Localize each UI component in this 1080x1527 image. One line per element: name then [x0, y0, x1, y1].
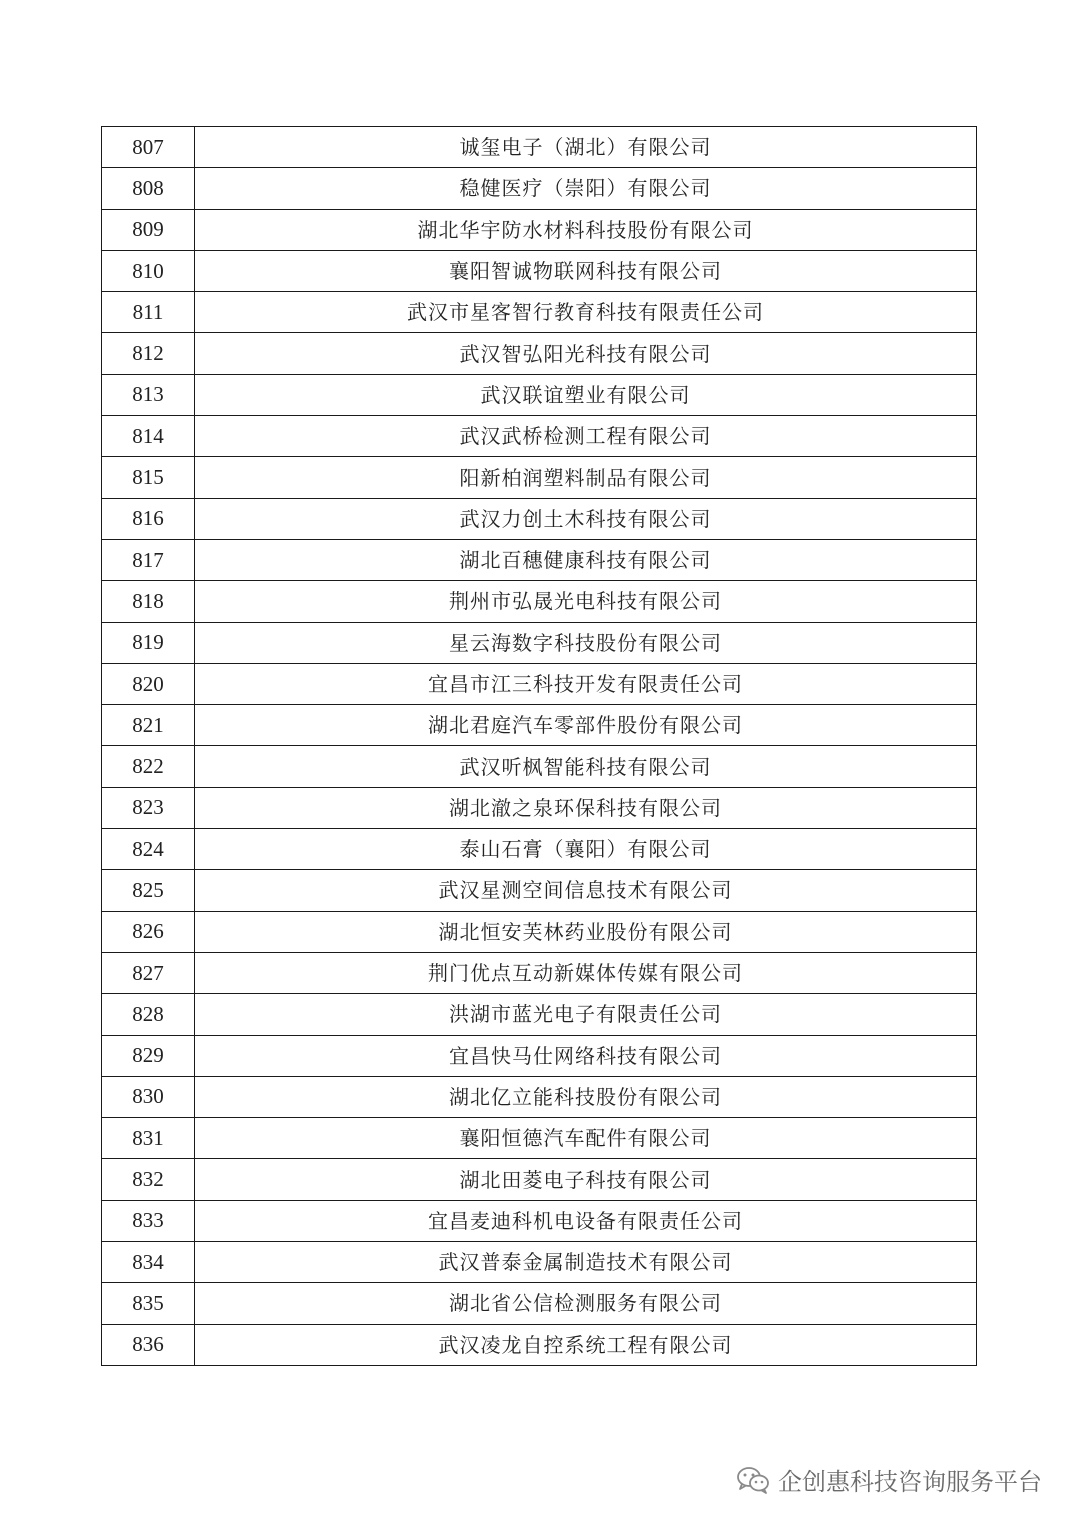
company-name: 武汉智弘阳光科技有限公司 [195, 333, 977, 374]
row-number: 819 [102, 622, 195, 663]
table-row [102, 250, 977, 291]
table-row [102, 416, 977, 457]
row-number: 816 [102, 498, 195, 539]
table-row [102, 1076, 977, 1117]
table-row [102, 374, 977, 415]
row-number: 820 [102, 663, 195, 704]
table-row [102, 498, 977, 539]
company-table-body [102, 127, 977, 1366]
company-name: 武汉市星客智行教育科技有限责任公司 [195, 292, 977, 333]
row-number: 821 [102, 705, 195, 746]
company-name: 湖北恒安芙林药业股份有限公司 [195, 911, 977, 952]
row-number: 809 [102, 209, 195, 250]
company-name: 宜昌快马仕网络科技有限公司 [195, 1035, 977, 1076]
company-name: 武汉普泰金属制造技术有限公司 [195, 1242, 977, 1283]
row-number: 836 [102, 1324, 195, 1365]
row-number: 835 [102, 1283, 195, 1324]
table-row [102, 209, 977, 250]
company-name: 武汉听枫智能科技有限公司 [195, 746, 977, 787]
table-row [102, 1200, 977, 1241]
table-row [102, 539, 977, 580]
table-row [102, 663, 977, 704]
row-number: 830 [102, 1076, 195, 1117]
company-name: 武汉武桥检测工程有限公司 [195, 416, 977, 457]
company-name: 武汉星测空间信息技术有限公司 [195, 870, 977, 911]
row-number: 817 [102, 539, 195, 580]
row-number: 811 [102, 292, 195, 333]
company-name: 武汉力创土木科技有限公司 [195, 498, 977, 539]
company-name: 武汉凌龙自控系统工程有限公司 [195, 1324, 977, 1365]
table-row [102, 994, 977, 1035]
company-name: 阳新柏润塑料制品有限公司 [195, 457, 977, 498]
row-number: 831 [102, 1118, 195, 1159]
row-number: 818 [102, 581, 195, 622]
company-table [101, 126, 977, 1366]
company-name: 荆门优点互动新媒体传媒有限公司 [195, 952, 977, 993]
table-row [102, 1242, 977, 1283]
row-number: 823 [102, 787, 195, 828]
table-row [102, 911, 977, 952]
company-name: 湖北省公信检测服务有限公司 [195, 1283, 977, 1324]
wechat-icon [736, 1466, 770, 1494]
row-number: 807 [102, 127, 195, 168]
table-row [102, 127, 977, 168]
table-row [102, 1118, 977, 1159]
row-number: 832 [102, 1159, 195, 1200]
row-number: 808 [102, 168, 195, 209]
company-name: 湖北华宇防水材料科技股份有限公司 [195, 209, 977, 250]
table-row [102, 705, 977, 746]
row-number: 827 [102, 952, 195, 993]
company-name: 宜昌市江三科技开发有限责任公司 [195, 663, 977, 704]
row-number: 813 [102, 374, 195, 415]
company-name: 湖北君庭汽车零部件股份有限公司 [195, 705, 977, 746]
company-name: 荆州市弘晟光电科技有限公司 [195, 581, 977, 622]
company-name: 襄阳智诚物联网科技有限公司 [195, 250, 977, 291]
table-row [102, 1035, 977, 1076]
row-number: 826 [102, 911, 195, 952]
table-row [102, 1159, 977, 1200]
table-row [102, 870, 977, 911]
company-name: 星云海数字科技股份有限公司 [195, 622, 977, 663]
company-name: 湖北百穗健康科技有限公司 [195, 539, 977, 580]
watermark-text: 企创惠科技咨询服务平台 [778, 1468, 1042, 1496]
watermark [736, 1462, 1042, 1497]
row-number: 814 [102, 416, 195, 457]
table-row [102, 581, 977, 622]
company-name: 湖北澈之泉环保科技有限公司 [195, 787, 977, 828]
company-name: 泰山石膏（襄阳）有限公司 [195, 829, 977, 870]
row-number: 810 [102, 250, 195, 291]
company-name: 诚玺电子（湖北）有限公司 [195, 127, 977, 168]
company-name: 武汉联谊塑业有限公司 [195, 374, 977, 415]
table-row [102, 457, 977, 498]
row-number: 834 [102, 1242, 195, 1283]
table-row [102, 952, 977, 993]
table-row [102, 746, 977, 787]
table-row [102, 1324, 977, 1365]
row-number: 828 [102, 994, 195, 1035]
row-number: 824 [102, 829, 195, 870]
company-name: 湖北田菱电子科技有限公司 [195, 1159, 977, 1200]
table-row [102, 829, 977, 870]
company-name: 襄阳恒德汽车配件有限公司 [195, 1118, 977, 1159]
company-name: 湖北亿立能科技股份有限公司 [195, 1076, 977, 1117]
company-table-container [101, 126, 977, 1366]
row-number: 833 [102, 1200, 195, 1241]
company-name: 洪湖市蓝光电子有限责任公司 [195, 994, 977, 1035]
row-number: 829 [102, 1035, 195, 1076]
row-number: 812 [102, 333, 195, 374]
row-number: 822 [102, 746, 195, 787]
table-row [102, 787, 977, 828]
table-row [102, 1283, 977, 1324]
table-row [102, 168, 977, 209]
company-name: 宜昌麦迪科机电设备有限责任公司 [195, 1200, 977, 1241]
table-row [102, 333, 977, 374]
row-number: 825 [102, 870, 195, 911]
table-row [102, 292, 977, 333]
company-name: 稳健医疗（崇阳）有限公司 [195, 168, 977, 209]
row-number: 815 [102, 457, 195, 498]
table-row [102, 622, 977, 663]
